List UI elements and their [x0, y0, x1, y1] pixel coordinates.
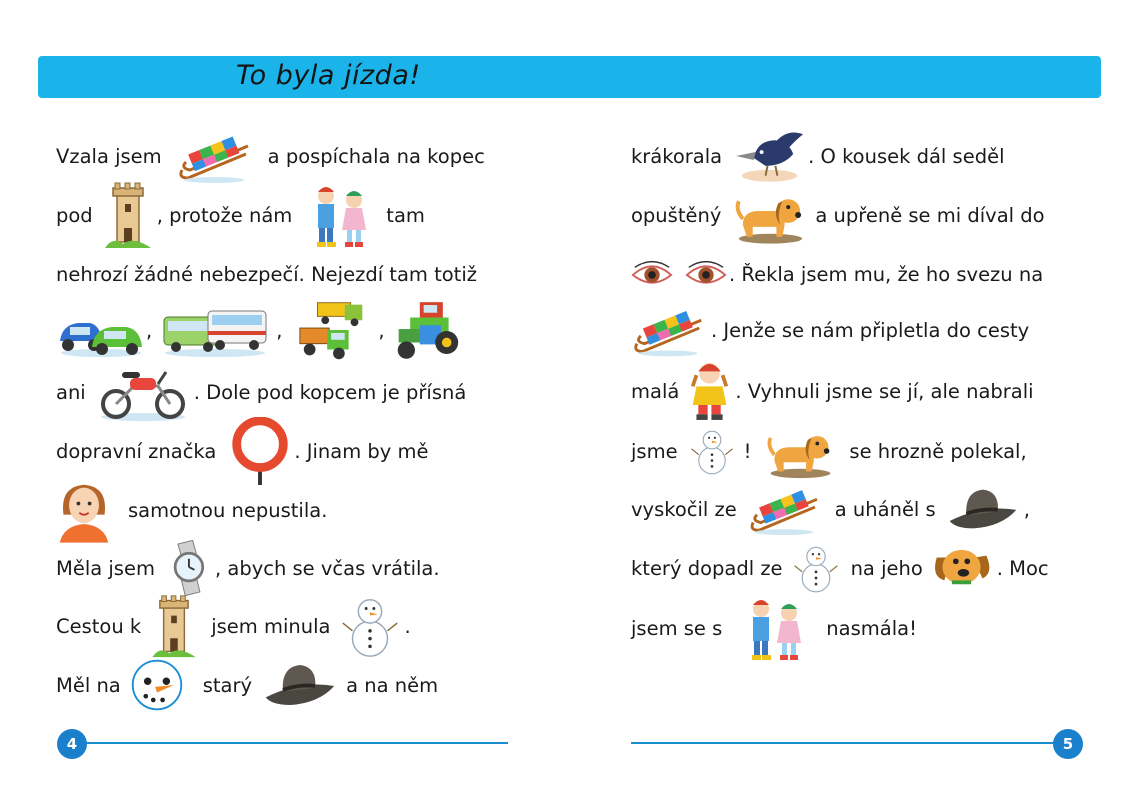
left-line-5 [56, 367, 466, 417]
motorbike-icon [98, 362, 188, 422]
right-line-2 [631, 190, 1045, 240]
right-line-9 [631, 596, 917, 660]
dog-icon [733, 185, 807, 245]
cars-icon [56, 303, 146, 358]
tractor-icon [391, 296, 463, 364]
text: dopravní značka [56, 439, 217, 463]
text: , abych se včas vrátila. [214, 556, 440, 580]
no-entry-sign-icon [230, 417, 290, 485]
page-number-right: 5 [1053, 729, 1083, 759]
trucks-icon [296, 298, 374, 363]
title-bar [38, 56, 1101, 98]
tower-icon [149, 593, 199, 659]
text: . [404, 614, 411, 638]
kids-icon [736, 593, 816, 663]
text: pod [56, 203, 93, 227]
text: , protože nám [156, 203, 293, 227]
left-line-8 [56, 543, 440, 593]
text: . Řekla jsem mu, že ho svezu na [729, 262, 1044, 286]
page-title: To byla jízda! [236, 60, 421, 91]
left-line-9 [56, 601, 411, 651]
sled-icon [631, 300, 709, 360]
hat-icon [946, 484, 1020, 534]
text: se hrozně polekal, [849, 439, 1027, 463]
text: ani [56, 380, 86, 404]
text: malá [631, 379, 680, 403]
left-line-6 [56, 426, 429, 476]
right-line-1 [631, 131, 1005, 181]
comma: , [378, 318, 385, 342]
snowman-icon [690, 423, 734, 479]
right-line-7 [631, 484, 1030, 534]
text: a uháněl s [834, 497, 936, 521]
right-line-6 [631, 426, 1027, 476]
left-line-7 [56, 478, 327, 542]
comma: , [146, 318, 153, 342]
text: . Moc [996, 556, 1049, 580]
text: a upřeně se mi díval do [815, 203, 1045, 227]
kids-icon [306, 180, 376, 250]
text: Měla jsem [56, 556, 155, 580]
text: nehrozí žádné nebezpečí. Nejezdí tam totiž [56, 262, 477, 286]
text: Měl na [56, 673, 121, 697]
text: samotnou nepustila. [128, 498, 328, 522]
right-line-3 [631, 249, 1043, 299]
left-footer-line [72, 742, 508, 744]
comma: , [276, 318, 283, 342]
right-footer-line [631, 742, 1067, 744]
left-line-2 [56, 190, 425, 240]
text: jsem se s [631, 616, 723, 640]
crow-icon [732, 126, 806, 186]
text: nasmála! [826, 616, 917, 640]
eyes-icon [685, 259, 727, 289]
tower-icon [103, 180, 153, 250]
right-line-8 [631, 543, 1049, 593]
text: , [1023, 497, 1030, 521]
girl-icon [689, 358, 731, 424]
text: krákorala [631, 144, 723, 168]
left-line-3 [56, 249, 477, 299]
right-line-4 [631, 300, 1029, 360]
text: který dopadl ze [631, 556, 783, 580]
sled-icon [747, 480, 825, 538]
text: jsem minula [211, 614, 331, 638]
dog-face-icon [931, 544, 993, 592]
text: . Jenže se nám připletla do cesty [711, 318, 1030, 342]
left-line-1 [56, 131, 485, 181]
text: opuštěný [631, 203, 722, 227]
right-line-5 [631, 360, 1034, 422]
page-number-left: 4 [57, 729, 87, 759]
hat-icon [262, 660, 338, 710]
text: tam [386, 203, 425, 227]
text: starý [202, 673, 253, 697]
text: ! [743, 439, 752, 463]
snowman-face-icon [129, 657, 185, 713]
dog-icon [765, 423, 835, 479]
snowman-icon [793, 540, 839, 596]
text: a pospíchala na kopec [267, 144, 485, 168]
text: na jeho [850, 556, 923, 580]
watch-icon [165, 540, 211, 596]
text: Cestou k [56, 614, 142, 638]
text: jsme [631, 439, 678, 463]
text: a na něm [346, 673, 439, 697]
text: Vzala jsem [56, 144, 162, 168]
text: . Jinam by mě [294, 439, 429, 463]
text: . Dole pod kopcem je přísná [193, 380, 467, 404]
text: vyskočil ze [631, 497, 737, 521]
mother-icon [56, 477, 112, 543]
snowman-icon [340, 592, 400, 660]
sled-icon [176, 126, 256, 186]
text: . Vyhnuli jsme se jí, ale nabrali [735, 379, 1034, 403]
left-line-10 [56, 660, 438, 710]
left-line-4 [56, 300, 463, 360]
buses-icon [160, 303, 270, 358]
eyes-icon [631, 259, 673, 289]
text: . O kousek dál seděl [808, 144, 1005, 168]
